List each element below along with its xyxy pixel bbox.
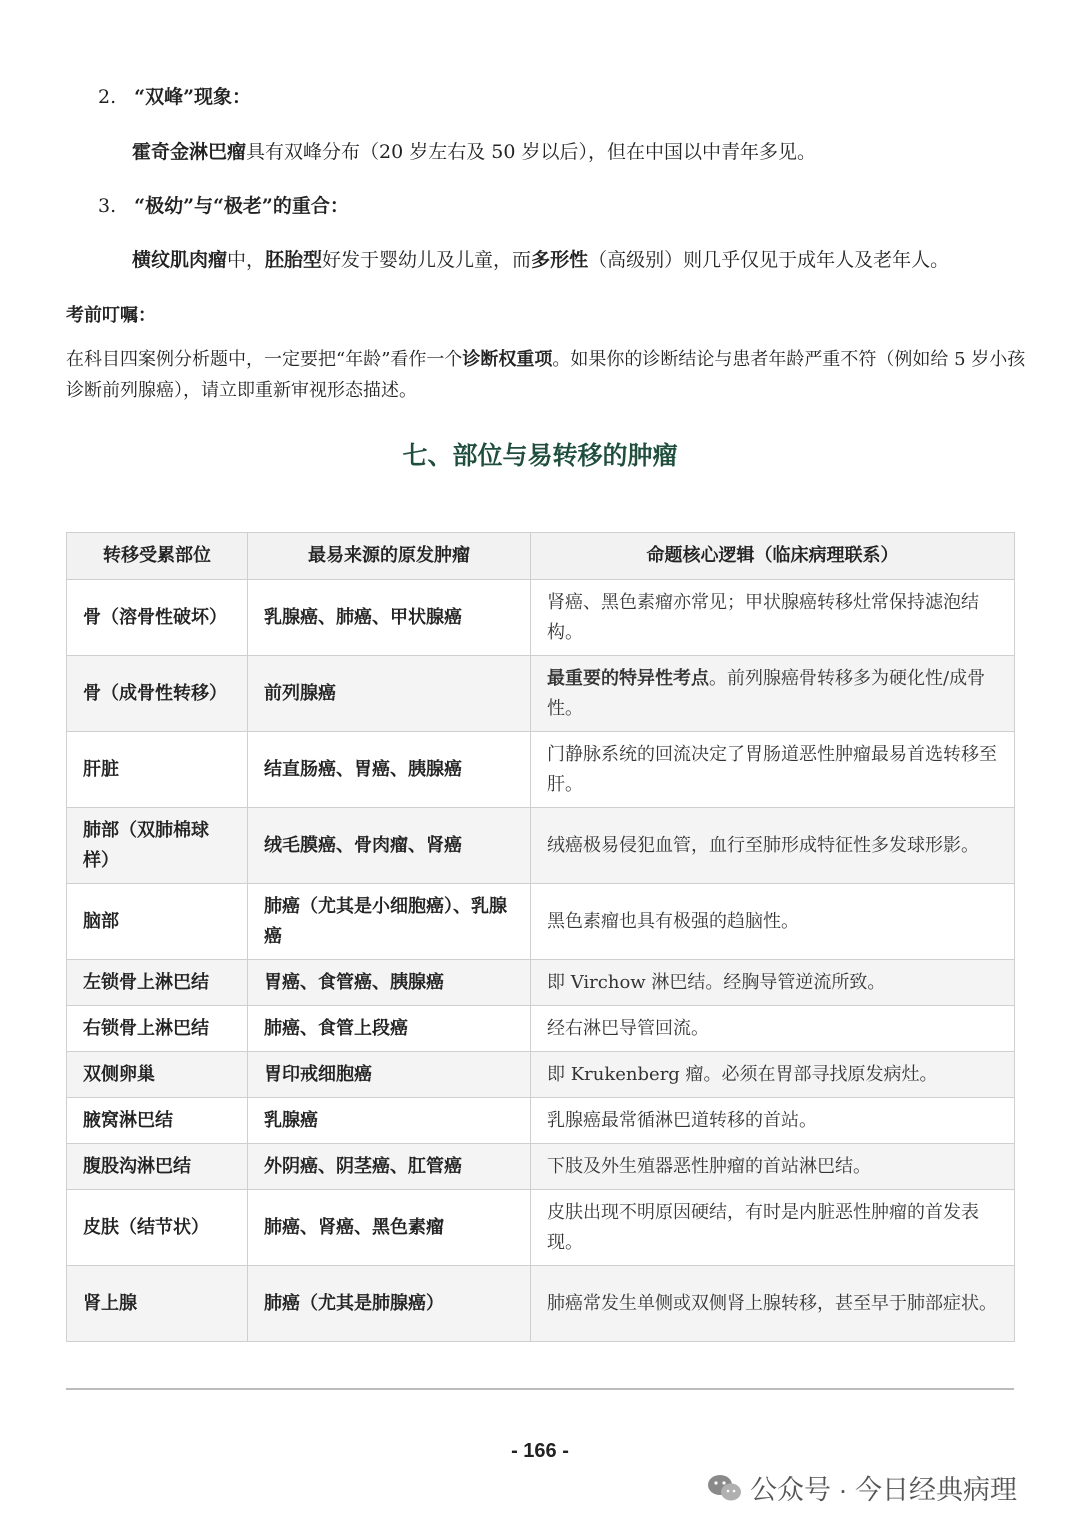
reminder-title: 考前叮嘱： xyxy=(66,305,156,326)
cell-primary: 结直肠癌、胃癌、胰腺癌 xyxy=(248,732,531,808)
header-logic: 命题核心逻辑（临床病理联系） xyxy=(531,533,1015,580)
wechat-icon xyxy=(706,1473,744,1503)
cell-logic: 肺癌常发生单侧或双侧肾上腺转移，甚至早于肺部症状。 xyxy=(531,1266,1015,1342)
table-row xyxy=(67,656,1015,732)
cell-logic: 门静脉系统的回流决定了胃肠道恶性肿瘤最易首选转移至肝。 xyxy=(531,732,1015,808)
cell-site: 骨（溶骨性破坏） xyxy=(67,580,248,656)
cell-logic: 绒癌极易侵犯血管，血行至肺形成特征性多发球形影。 xyxy=(531,808,1015,884)
table-header-row xyxy=(67,533,1015,580)
cell-site: 腹股沟淋巴结 xyxy=(67,1144,248,1190)
cell-site: 骨（成骨性转移） xyxy=(67,656,248,732)
cell-site: 肺部（双肺棉球样） xyxy=(67,808,248,884)
cell-primary: 肺癌（尤其是小细胞癌）、乳腺癌 xyxy=(248,884,531,960)
cell-site: 双侧卵巢 xyxy=(67,1052,248,1098)
cell-logic: 肾癌、黑色素瘤亦常见；甲状腺癌转移灶常保持滤泡结构。 xyxy=(531,580,1015,656)
table-row xyxy=(67,960,1015,1006)
cell-logic: 皮肤出现不明原因硬结，有时是内脏恶性肿瘤的首发表现。 xyxy=(531,1190,1015,1266)
cell-primary: 乳腺癌、肺癌、甲状腺癌 xyxy=(248,580,531,656)
cell-primary: 绒毛膜癌、骨肉瘤、肾癌 xyxy=(248,808,531,884)
table-row xyxy=(67,1006,1015,1052)
reminder-text: 在科目四案例分析题中，一定要把“年龄”看作一个诊断权重项。如果你的诊断结论与患者年龄严重不符（例如给 5 岁小孩诊断前列腺癌），请立即重新审视形态描述。 xyxy=(66,349,1026,401)
watermark-text: 公众号 · 今日经典病理 xyxy=(750,1475,1017,1505)
metastasis-table xyxy=(66,532,1015,1342)
point-2-title: 2. “双峰”现象： xyxy=(98,86,251,108)
section-title: 七、部位与易转移的肿瘤 xyxy=(402,441,678,470)
footer-divider xyxy=(66,1388,1014,1390)
cell-site: 左锁骨上淋巴结 xyxy=(67,960,248,1006)
cell-site: 肾上腺 xyxy=(67,1266,248,1342)
cell-primary: 前列腺癌 xyxy=(248,656,531,732)
cell-primary: 乳腺癌 xyxy=(248,1098,531,1144)
cell-logic: 即 Krukenberg 瘤。必须在胃部寻找原发病灶。 xyxy=(531,1052,1015,1098)
page-number: - 166 - xyxy=(511,1440,569,1462)
table-row xyxy=(67,808,1015,884)
cell-site: 右锁骨上淋巴结 xyxy=(67,1006,248,1052)
cell-primary: 胃癌、食管癌、胰腺癌 xyxy=(248,960,531,1006)
point-2-body: 霍奇金淋巴瘤具有双峰分布（20 岁左右及 50 岁以后），但在中国以中青年多见。 xyxy=(132,141,816,163)
table-row xyxy=(67,1190,1015,1266)
cell-logic: 即 Virchow 淋巴结。经胸导管逆流所致。 xyxy=(531,960,1015,1006)
point-3-body: 横纹肌肉瘤中，胚胎型好发于婴幼儿及儿童，而多形性（高级别）则几乎仅见于成年人及老年人。 xyxy=(132,249,950,271)
cell-primary: 肺癌（尤其是肺腺癌） xyxy=(248,1266,531,1342)
table-row xyxy=(67,1052,1015,1098)
cell-site: 肝脏 xyxy=(67,732,248,808)
table-row xyxy=(67,1098,1015,1144)
table-row xyxy=(67,580,1015,656)
table-row xyxy=(67,732,1015,808)
point-3-title: 3. “极幼”与“极老”的重合： xyxy=(98,195,349,217)
table-row xyxy=(67,884,1015,960)
cell-primary: 外阴癌、阴茎癌、肛管癌 xyxy=(248,1144,531,1190)
cell-logic: 黑色素瘤也具有极强的趋脑性。 xyxy=(531,884,1015,960)
cell-logic: 下肢及外生殖器恶性肿瘤的首站淋巴结。 xyxy=(531,1144,1015,1190)
watermark xyxy=(706,1468,1017,1507)
cell-logic: 最重要的特异性考点。前列腺癌骨转移多为硬化性/成骨性。 xyxy=(531,656,1015,732)
cell-site: 腋窝淋巴结 xyxy=(67,1098,248,1144)
cell-primary: 肺癌、食管上段癌 xyxy=(248,1006,531,1052)
table-row xyxy=(67,1144,1015,1190)
cell-logic: 乳腺癌最常循淋巴道转移的首站。 xyxy=(531,1098,1015,1144)
cell-primary: 胃印戒细胞癌 xyxy=(248,1052,531,1098)
cell-primary: 肺癌、肾癌、黑色素瘤 xyxy=(248,1190,531,1266)
table-row xyxy=(67,1266,1015,1342)
cell-site: 脑部 xyxy=(67,884,248,960)
header-site: 转移受累部位 xyxy=(67,533,248,580)
cell-site: 皮肤（结节状） xyxy=(67,1190,248,1266)
cell-logic: 经右淋巴导管回流。 xyxy=(531,1006,1015,1052)
header-primary: 最易来源的原发肿瘤 xyxy=(248,533,531,580)
